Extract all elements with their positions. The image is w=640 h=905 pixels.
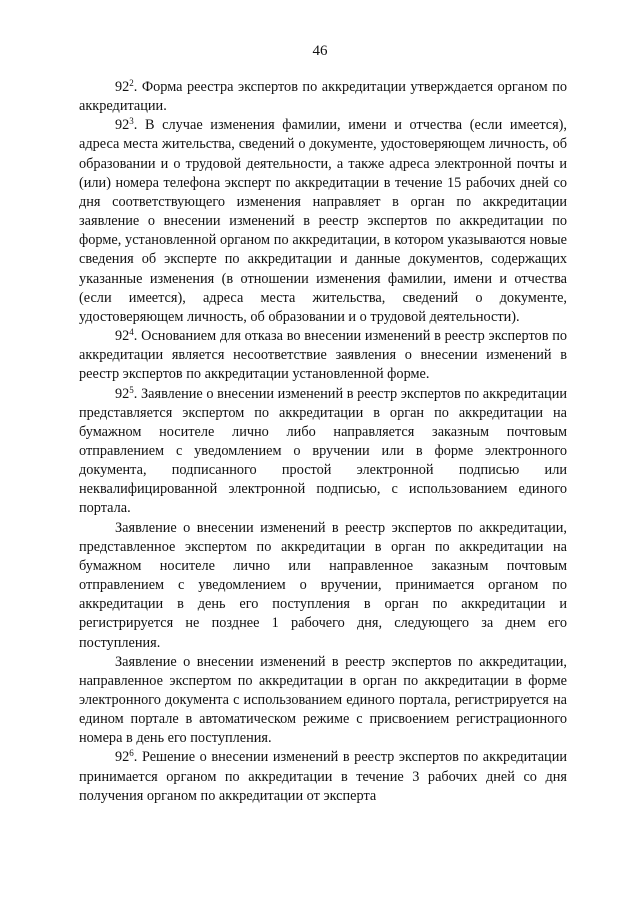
paragraph-number-superscript: 4 — [129, 327, 134, 338]
paragraph-text: . Решение о внесении изменений в реестр экспертов по аккредитации принимается органом по аккредитации в течение 3 рабочих дней со дня получения органом по аккредитации от эксперта — [79, 749, 567, 804]
paragraph-number: 92 — [115, 385, 130, 402]
paragraph-92-4 — [79, 327, 567, 384]
paragraph-number-superscript: 3 — [129, 116, 134, 127]
paragraph-number: 92 — [115, 328, 130, 345]
paragraph-text: . Форма реестра экспертов по аккредитации утверждается органом по аккредитации. — [79, 79, 567, 115]
paragraph-electronic-application — [79, 653, 567, 749]
paragraph-92-6 — [79, 748, 567, 805]
document-body — [79, 78, 567, 806]
paragraph-number-superscript: 2 — [129, 78, 134, 88]
paragraph-number: 92 — [115, 79, 130, 95]
paragraph-paper-application — [79, 519, 567, 653]
paragraph-text: Заявление о внесении изменений в реестр экспертов по аккредитации, представленное экспертом по аккредитации в орган по аккредитации на бумажном носителе лично или направленное заказным почтовым отправлением с уведомлением о вручении, принимается органом по аккредитации в день его поступления в орган по аккредитации и регистрируется не позднее 1 рабочего дня, следующего за днем его поступления. — [79, 519, 567, 651]
paragraph-number: 92 — [115, 117, 130, 134]
paragraph-text: . Заявление о внесении изменений в реестр экспертов по аккредитации представляется экспертом по аккредитации в орган по аккредитации на бумажном носителе лично либо направляется заказным почтовым отправлением с уведомлением о вручении или в форме электронного документа, подписанного простой электронной подписью или неквалифицированной электронной подписью, с использованием единого портала. — [79, 385, 567, 517]
page-number: 46 — [312, 43, 328, 59]
paragraph-92-3 — [79, 116, 567, 327]
paragraph-number-superscript: 6 — [129, 748, 134, 759]
paragraph-number-superscript: 5 — [129, 384, 134, 395]
paragraph-text: . В случае изменения фамилии, имени и отчества (если имеется), адреса места жительства, сведений о документе, удостоверяющем личность, об образовании и о трудовой деятельности, а также адреса электронной почты и (или) номера телефона эксперт по аккредитации в течение 15 рабочих дней со дня соответствующего изменения направляет в орган по аккредитации заявление о внесении изменений в реестр экспертов по аккредитации по форме, установленной органом по аккредитации, в котором указываются новые сведения об эксперте по аккредитации и данные документов, содержащих указанные изменения (в отношении изменения фамилии, имени и отчества (если имеется), адреса места жительства, сведений о документе, удостоверяющем личность, об образовании и о трудовой деятельности). — [79, 117, 567, 325]
paragraph-text: . Основанием для отказа во внесении изменений в реестр экспертов по аккредитации является несоответствие заявления о внесении изменений в реестр экспертов по аккредитации установленной форме. — [79, 328, 567, 383]
paragraph-text: Заявление о внесении изменений в реестр экспертов по аккредитации, направленное экспертом по аккредитации в орган по аккредитации в форме электронного документа с использованием единого портала, регистрируется на едином портале в автоматическом режиме с присвоением регистрационного номера в день его поступления. — [79, 653, 567, 747]
paragraph-92-5 — [79, 385, 567, 519]
paragraph-number: 92 — [115, 749, 130, 766]
paragraph-92-2 — [79, 78, 567, 116]
